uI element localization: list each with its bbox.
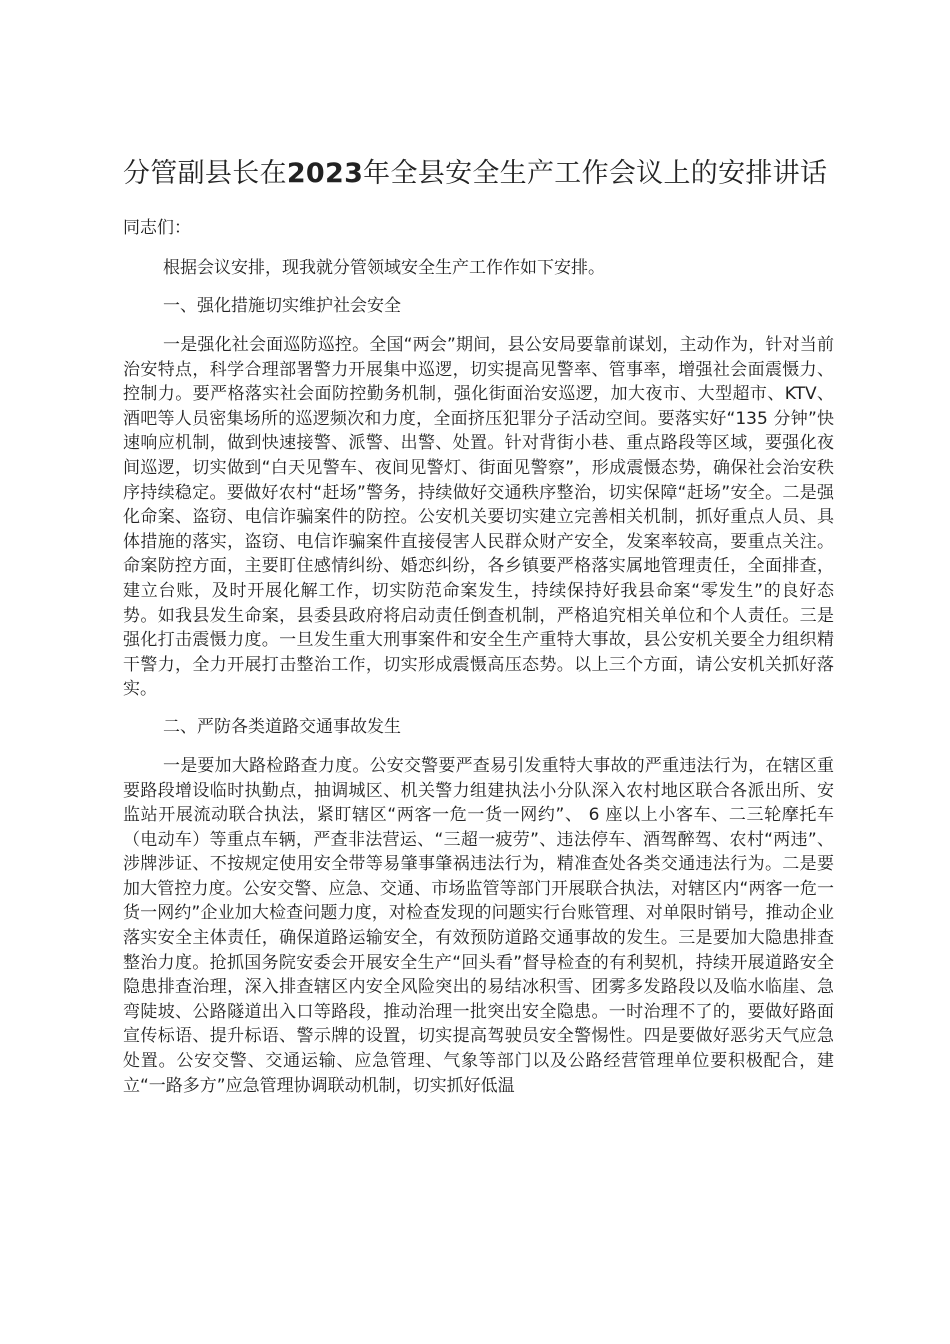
title-part-1: 分管副县长在 bbox=[123, 158, 287, 189]
title-year: 2023 bbox=[286, 158, 364, 189]
section-body-1: 一是强化社会面巡防巡控。全国“两会”期间，县公安局要靠前谋划，主动作为，针对当前治安特点，科学合理部署警力开展集中巡逻，切实提高见警率、管事率，增强社会面震慑力、控制力。要严格落实社会面防控勤务机制，强化街面治安巡逻，加大夜市、大型超市、KTV、酒吧等人员密集场所的巡逻频次和力度，全面挤压犯罪分子活动空间。要落实好“135 分钟”快速响应机制，做到快速接警、派警、出警、处置。针对背街小巷、重点路段等区域，要强化夜间巡逻，切实做到“白天见警车、夜间见警灯、街面见警察”，形成震慑态势，确保社会治安秩序持续稳定。要做好农村“赶场”警务，持续做好交通秩序整治，切实保障“赶场”安全。二是强化命案、盗窃、电信诈骗案件的防控。公安机关要切实建立完善相关机制，抓好重点人员、具体措施的落实，盗窃、电信诈骗案件直接侵害人民群众财产安全，发案率较高，要重点关注。命案防控方面，主要盯住感情纠纷、婚恋纠纷，各乡镇要严格落实属地管理责任，全面排查，建立台账，及时开展化解工作，切实防范命案发生，持续保持好我县命案“零发生”的良好态势。如我县发生命案，县委县政府将启动责任倒查机制，严格追究相关单位和个人责任。三是强化打击震慑力度。一旦发生重大刑事案件和安全生产重特大事故，县公安机关要全力组织精干警力，全力开展打击整治工作，切实形成震慑高压态势。以上三个方面，请公安机关抓好落实。 bbox=[123, 335, 834, 700]
section-heading-1: 一、强化措施切实维护社会安全 bbox=[163, 296, 401, 316]
document-title bbox=[123, 148, 834, 199]
section-heading-2: 二、严防各类道路交通事故发生 bbox=[163, 716, 401, 737]
title-part-2: 年全县安全生产工作会议上的安排讲话 bbox=[363, 158, 828, 189]
section-body-2: 一是要加大路检路查力度。公安交警要严查易引发重特大事故的严重违法行为，在辖区重要路段增设临时执勤点，抽调城区、机关警力组建执法小分队深入农村地区联合各派出所、安监站开展流动联合执法，紧盯辖区“两客一危一货一网约”、 6 座以上小客车、二三轮摩托车（电动车）等重点车辆，严查非法营运、“三超一疲劳”、违法停车、酒驾醉驾、农村“两违”、涉牌涉证、不按规定使用安全带等易肇事肇祸违法行为，精准查处各类交通违法行为。二是要加大管控力度。公安交警、应急、交通、市场监管等部门开展联合执法，对辖区内“两客一危一货一网约”企业加大检查问题力度，对检查发现的问题实行台账管理、对单限时销号，推动企业落实安全主体责任，确保道路运输安全，有效预防道路交通事故的发生。三是要加大隐患排查整治力度。抢抓国务院安委会开展安全生产“回头看”督导检查的有利契机，持续开展道路安全隐患排查治理，深入排查辖区内安全风险突出的易结冰积雪、团雾多发路段以及临水临崖、急弯陡坡、公路隧道出入口等路段，推动治理一批突出安全隐患。一时治理不了的，要做好路面宣传标语、提升标语、警示牌的设置，切实提高驾驶员安全警惕性。四是要做好恶劣天气应急处置。公安交警、交通运输、应急管理、气象等部门以及公路经营管理单位要积极配合，建立“一路多方”应急管理协调联动机制，切实抓好低温 bbox=[123, 755, 834, 1096]
intro-paragraph: 根据会议安排，现我就分管领域安全生产工作作如下安排。 bbox=[163, 258, 605, 278]
salutation: 同志们： bbox=[123, 218, 191, 238]
